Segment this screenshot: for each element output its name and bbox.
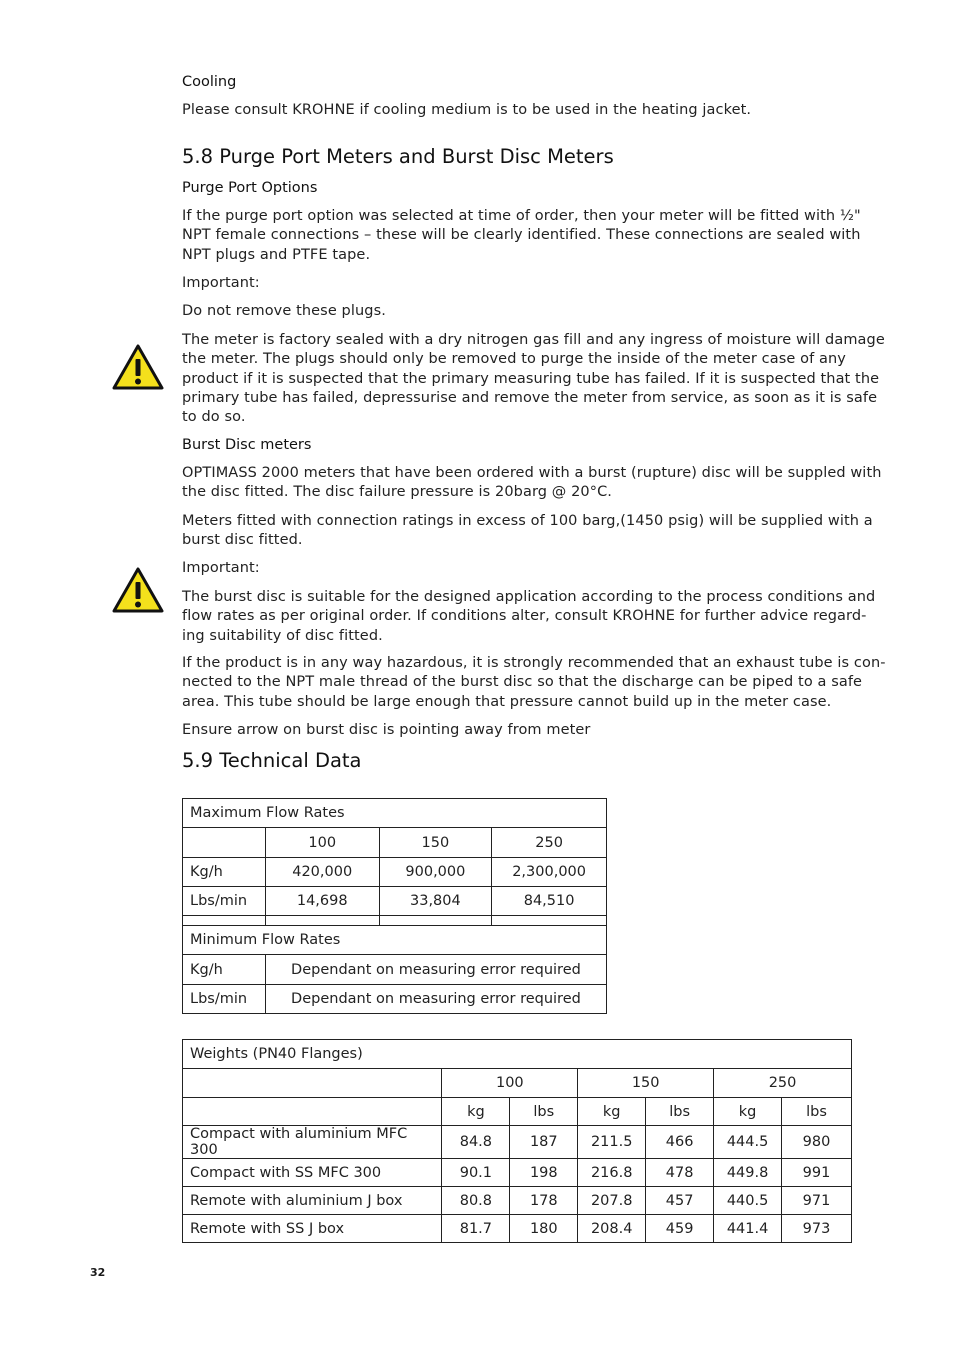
cooling-text: Please consult KROHNE if cooling medium is to be used in the heating jacket. [182,102,752,118]
purge-warning-paragraph [182,331,885,427]
burst-disc-heading: Burst Disc meters [182,437,312,453]
table-cell: 84.8 [442,1126,510,1159]
flow-rates-table [182,798,607,1014]
row-label: Compact with SS MFC 300 [183,1159,442,1187]
weights-title: Weights (PN40 Flanges) [183,1040,852,1069]
cooling-heading: Cooling [182,74,237,90]
table-cell: 466 [646,1126,714,1159]
purge-port-paragraph [182,207,861,265]
table-cell: 207.8 [578,1187,646,1215]
table-cell: 198 [510,1159,578,1187]
table-cell: 187 [510,1126,578,1159]
size-header: 150 [379,828,492,858]
unit-header: lbs [510,1098,578,1126]
text-line: OPTIMASS 2000 meters that have been ordered with a burst (rupture) disc will be suppled with [182,465,882,481]
burst-paragraph-4 [182,654,886,712]
max-flow-title: Maximum Flow Rates [183,799,607,828]
table-row [183,1215,852,1243]
empty-cell [183,828,266,858]
size-header: 250 [714,1069,852,1098]
row-label: Kg/h [183,955,266,985]
table-cell: 900,000 [379,858,492,887]
purge-port-heading: Purge Port Options [182,180,318,196]
text-line: Meters fitted with connection ratings in excess of 100 barg,(1450 psig) will be supplied with a [182,513,873,529]
text-line: The meter is factory sealed with a dry nitrogen gas fill and any ingress of moisture will damage [182,332,885,348]
empty-cell [183,1098,442,1126]
table-cell: 449.8 [714,1159,782,1187]
table-cell: 178 [510,1187,578,1215]
section-5-9-title: 5.9 Technical Data [182,749,362,772]
table-cell: 90.1 [442,1159,510,1187]
text-line: area. This tube should be large enough that pressure cannot build up in the meter case. [182,693,832,710]
text-line: primary tube has failed, depressurise and remove the meter from service, as soon as it is safe [182,389,878,406]
size-header: 150 [578,1069,714,1098]
table-row [183,955,607,985]
spacer-row [183,916,607,926]
table-cell: 420,000 [265,858,379,887]
burst-paragraph-5: Ensure arrow on burst disc is pointing away from meter [182,722,591,738]
table-cell: 440.5 [714,1187,782,1215]
text-line: If the purge port option was selected at time of order, then your meter will be fitted with ½" [182,208,861,224]
table-cell: 478 [646,1159,714,1187]
size-header: 250 [492,828,607,858]
row-label: Compact with aluminium MFC 300 [183,1126,442,1159]
unit-header: kg [442,1098,510,1126]
warning-icon [112,344,164,390]
row-label: Remote with SS J box [183,1215,442,1243]
unit-header: kg [578,1098,646,1126]
burst-paragraph-1 [182,464,882,503]
warning-icon [112,567,164,613]
text-line: ing suitability of disc fitted. [182,627,383,644]
table-cell: 991 [782,1159,852,1187]
text-line: NPT female connections – these will be clearly identified. These connections are sealed with [182,227,861,244]
unit-header: lbs [646,1098,714,1126]
table-cell: 2,300,000 [492,858,607,887]
weights-table [182,1039,852,1243]
table-cell: 180 [510,1215,578,1243]
table-cell: 84,510 [492,887,607,916]
table-cell: 81.7 [442,1215,510,1243]
text-line: to do so. [182,409,246,426]
table-row [183,985,607,1014]
table-row [183,858,607,887]
table-cell: 980 [782,1126,852,1159]
unit-header: lbs [782,1098,852,1126]
size-header: 100 [265,828,379,858]
text-line: The burst disc is suitable for the designed application according to the process conditions and [182,589,876,605]
text-line: the meter. The plugs should only be removed to purge the inside of the meter case of any [182,351,846,368]
table-cell: 973 [782,1215,852,1243]
empty-cell [183,1069,442,1098]
text-line: NPT plugs and PTFE tape. [182,246,371,263]
table-cell: 33,804 [379,887,492,916]
table-cell: 208.4 [578,1215,646,1243]
table-cell: Dependant on measuring error required [265,955,606,985]
text-line: flow rates as per original order. If conditions alter, consult KROHNE for further advice regard- [182,608,867,625]
table-cell: 457 [646,1187,714,1215]
row-label: Remote with aluminium J box [183,1187,442,1215]
text-line: nected to the NPT male thread of the burst disc so that the discharge can be piped to a safe [182,674,863,691]
table-row [183,1187,852,1215]
text-line: the disc fitted. The disc failure pressure is 20barg @ 20°C. [182,484,613,501]
table-cell: Dependant on measuring error required [265,985,606,1014]
row-label: Lbs/min [183,887,266,916]
important-label: Important: [182,275,260,291]
size-header: 100 [442,1069,578,1098]
burst-paragraph-3 [182,588,875,646]
row-label: Kg/h [183,858,266,887]
table-cell: 971 [782,1187,852,1215]
section-5-8-title: 5.8 Purge Port Meters and Burst Disc Meters [182,145,614,168]
page-number: 32 [90,1266,106,1279]
min-flow-title: Minimum Flow Rates [183,926,607,955]
unit-header: kg [714,1098,782,1126]
table-row [183,887,607,916]
table-cell: 459 [646,1215,714,1243]
table-cell: 444.5 [714,1126,782,1159]
table-cell: 14,698 [265,887,379,916]
table-cell: 211.5 [578,1126,646,1159]
text-line: If the product is in any way hazardous, it is strongly recommended that an exhaust tube is con- [182,655,886,671]
table-cell: 80.8 [442,1187,510,1215]
table-row [183,1159,852,1187]
table-row [183,1126,852,1159]
row-label: Lbs/min [183,985,266,1014]
do-not-remove-text: Do not remove these plugs. [182,303,386,319]
table-cell: 441.4 [714,1215,782,1243]
table-cell: 216.8 [578,1159,646,1187]
burst-paragraph-2 [182,512,873,551]
burst-important-label: Important: [182,560,260,576]
text-line: burst disc fitted. [182,532,303,549]
text-line: product if it is suspected that the primary measuring tube has failed. If it is suspected that the [182,370,880,387]
